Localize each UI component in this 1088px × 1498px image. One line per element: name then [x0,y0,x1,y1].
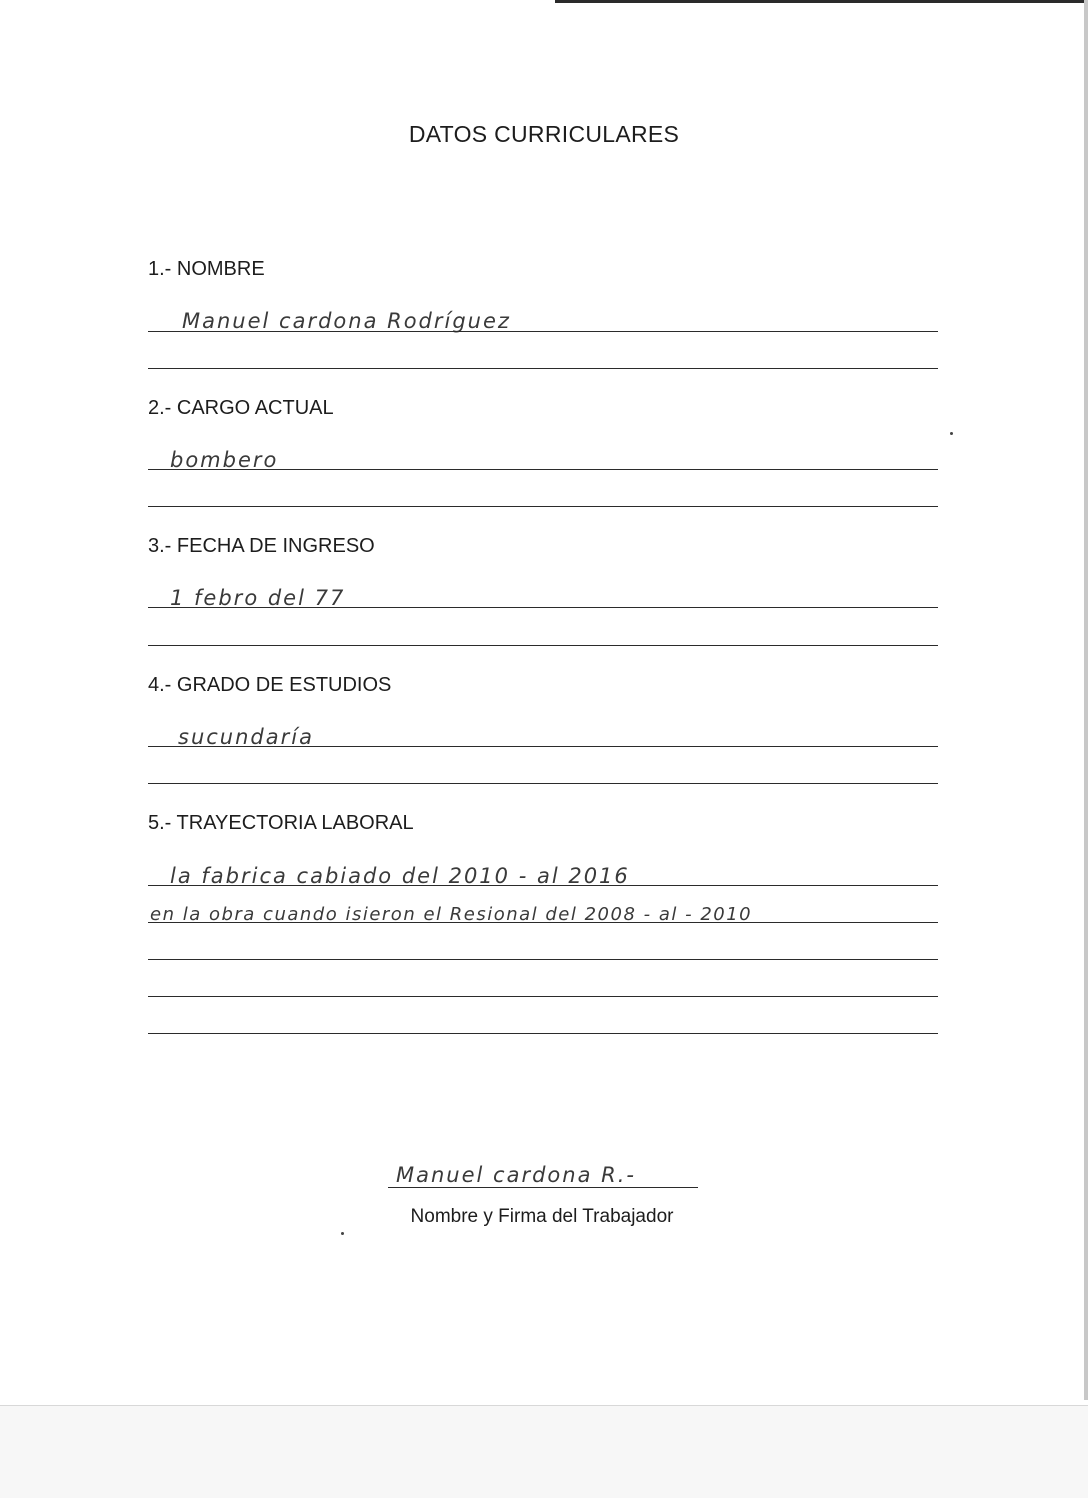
line-trayectoria-1 [148,885,938,886]
scan-bottom-margin [0,1405,1088,1498]
line-fecha-1 [148,607,938,608]
value-cargo-actual: bombero [170,448,279,472]
signature-line [388,1187,698,1188]
scan-speck [341,1232,344,1235]
form-title: DATOS CURRICULARES [408,121,680,147]
scan-edge-right [1084,0,1088,1400]
line-grado-1 [148,746,938,747]
value-grado-estudios: sucundaría [178,725,314,749]
label-cargo-actual: 2.- CARGO ACTUAL [148,397,334,419]
line-trayectoria-4 [148,996,938,997]
signature-caption: Nombre y Firma del Trabajador [410,1206,674,1227]
line-trayectoria-2 [148,922,938,923]
line-fecha-2 [148,645,938,646]
scan-speck [950,432,953,435]
label-fecha-ingreso: 3.- FECHA DE INGRESO [148,535,375,557]
line-nombre-1 [148,331,938,332]
line-nombre-2 [148,368,938,369]
label-trayectoria-laboral: 5.- TRAYECTORIA LABORAL [148,812,414,834]
line-cargo-2 [148,506,938,507]
value-trayectoria-2: en la obra cuando isieron el Resional del 2008 - al - 2010 [150,904,753,925]
line-trayectoria-3 [148,959,938,960]
line-grado-2 [148,783,938,784]
label-grado-estudios: 4.- GRADO DE ESTUDIOS [148,674,392,696]
signature-handwritten: Manuel cardona R.- [396,1163,636,1187]
value-trayectoria-1: la fabrica cabiado del 2010 - al 2016 [170,864,630,888]
label-nombre: 1.- NOMBRE [148,258,265,280]
line-trayectoria-5 [148,1033,938,1034]
value-nombre: Manuel cardona Rodríguez [182,309,511,333]
value-fecha-ingreso: 1 febro del 77 [170,586,346,610]
line-cargo-1 [148,469,938,470]
scan-edge-top [555,0,1088,3]
